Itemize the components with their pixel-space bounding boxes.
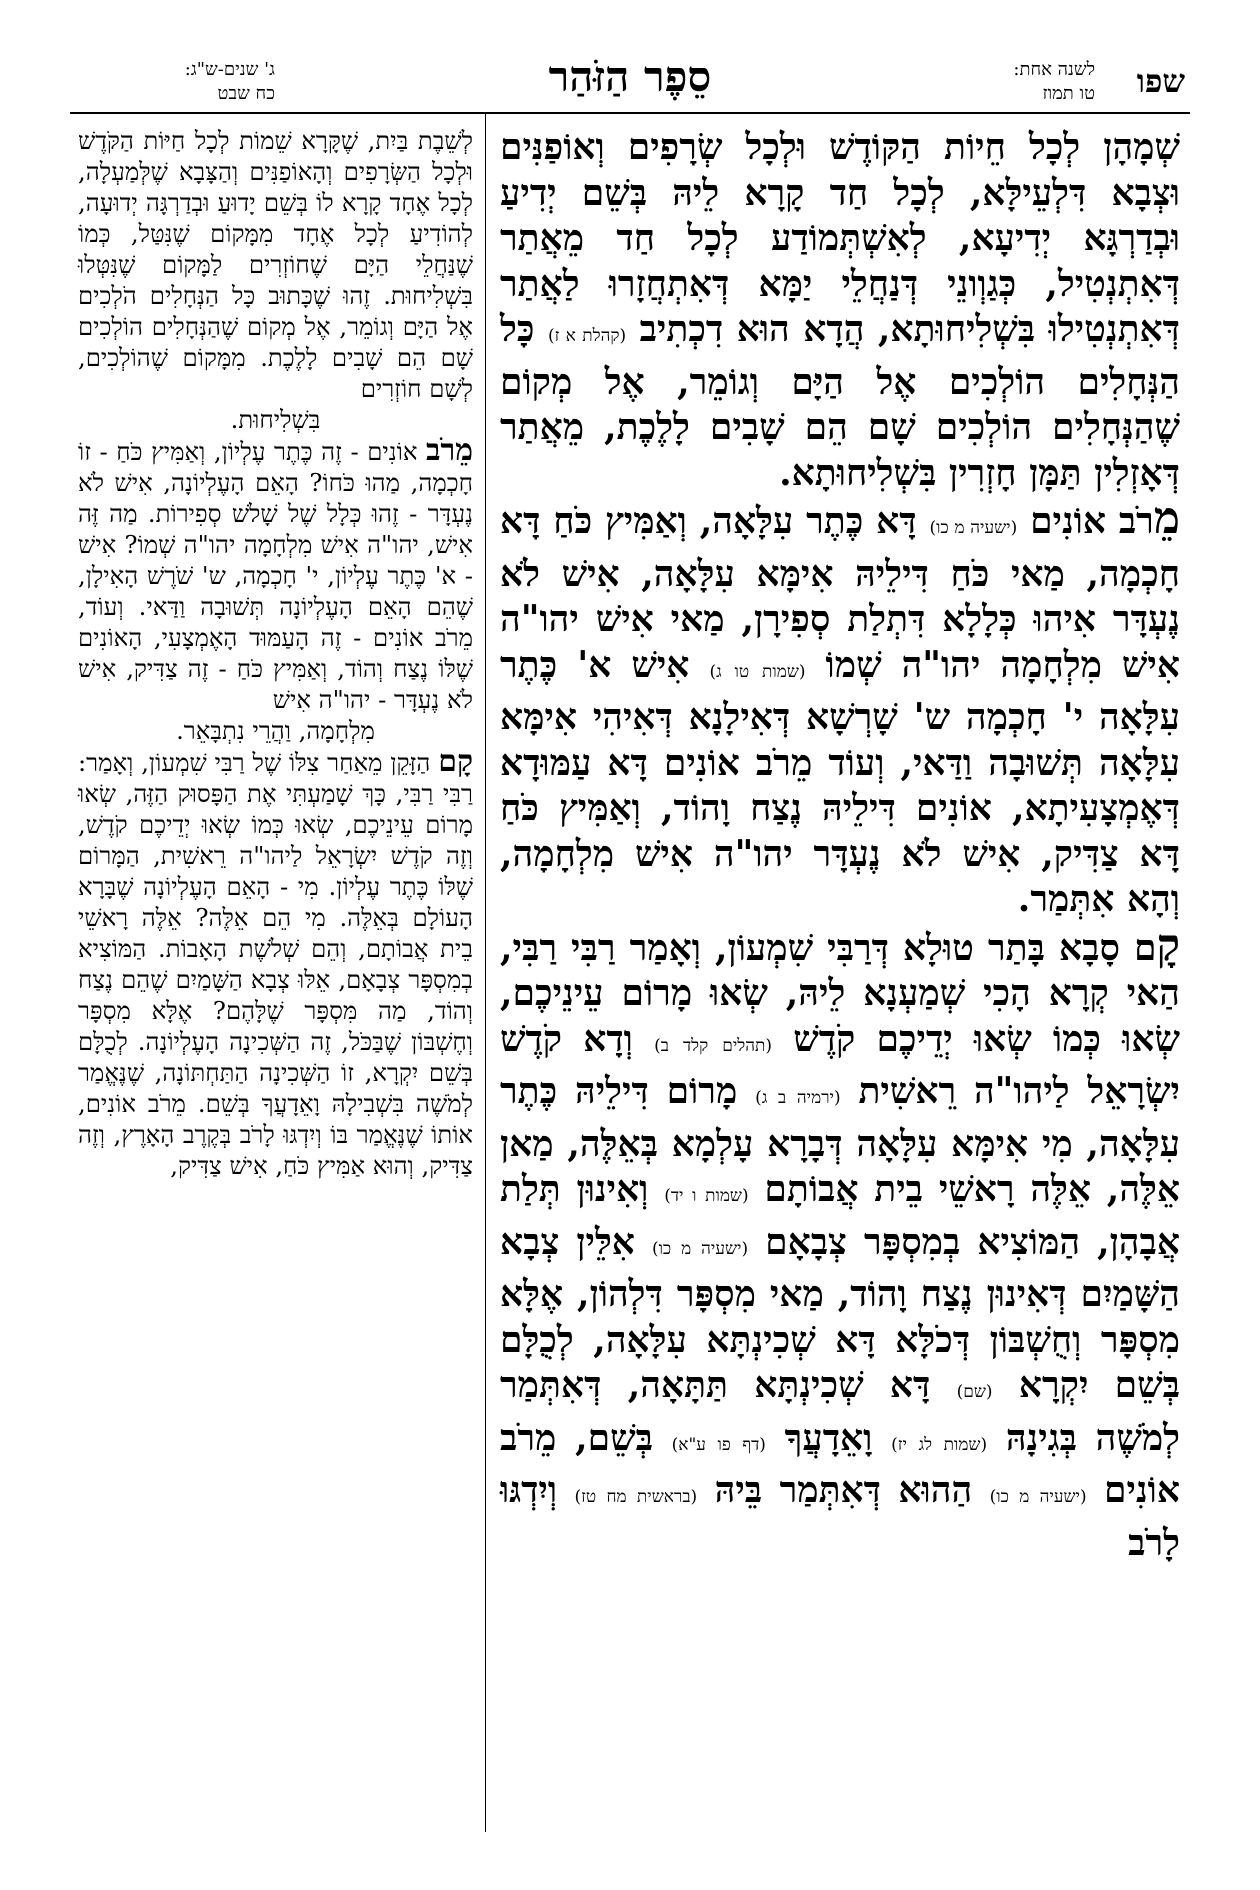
citation: (ישעיה מ כו) xyxy=(929,518,1018,538)
main-text: כָּל הַנְּחָלִים הוֹלְכִים אֶל הַיָּם וְגוֹמֵר, אֶל מְקוֹם שֶׁהַנְּחָלִים הוֹלְכִים שָׁם הֵם שָׁבִים לָלֶכֶת, מֵאֲתַר דְּאָזְלִין תַּמָּן חָזְרִין בִּשְׁלִיחוּתָא. xyxy=(500,308,1180,494)
main-text: אִישׁ א' כֶּתֶר עִלָּאָה י' חָכְמָה ש' שָׁרְשָׁא דְּאִילָנָא דְּאִיהִי אִימָּא עִלָּאָה תְּשׁוּבָה וַדַּאי, וְעוֹד מֵרֹב אוֹנִים דָּא עַמּוּדָא דְּאֶמְצָעִיתָא, אוֹנִים דִּילֵיהּ נֶצַח וָהוֹד, וְאַמִּיץ כֹּחַ דָּא צַדִּיק, אִישׁ לֹא נֶעְדָּר יהו"ה אִישׁ מִלְחָמָה, וְהָא אִתְּמַר. xyxy=(500,643,1180,920)
side-text: אוֹנִים - זֶה כֶּתֶר עֶלְיוֹן, וְאַמִּיץ כֹּחַ - זוֹ חָכְמָה, מַהוּ כֹּחוֹ? הָאֵם הָעֶלְיוֹנָה, אִישׁ לֹא נֶעְדָּר - זֶהוּ כְּלָל שֶׁל שָׁלֹשׁ סְפִירוֹת. מַה זֶּה אִישׁ, יהו"ה אִישׁ מִלְחָמָה יהו"ה שְׁמוֹ? אִישׁ - א' כֶּתֶר עֶלְיוֹן, י' חָכְמָה, ש' שֹׁרֶשׁ הָאִילָן, שֶׁהֵם הָאֵם הָעֶלְיוֹנָה תְּשׁוּבָה וַדַּאי. וְעוֹד, מֵרֹב אוֹנִים - זֶה הָעַמּוּד הָאֶמְצָעִי, הָאוֹנִים שֶׁלּוֹ נֶצַח וְהוֹד, וְאַמִּיץ כֹּחַ - זֶה צַדִּיק, אִישׁ לֹא נֶעְדָּר - יהו"ה אִישׁ xyxy=(78,437,473,714)
citation: (בראשית מח טז) xyxy=(574,1487,698,1507)
lead-word: קָם xyxy=(438,744,473,779)
main-text: דָּא שְׁכִינְתָּא תַּתָּאָה, דְּאִתְּמַר לְמֹשֶׁה בְּגִינָהּ xyxy=(500,1364,1180,1459)
side-text: לְשֵׁבֶת בַּיִת, שֶׁקָּרָא שֵׁמוֹת לְכָל חַיּוֹת הַקֹּדֶשׁ וּלְכָל הַשְּׂרָפִים וְהָאוֹפַנִּים וְהַצָּבָא שֶׁלְּמַעְלָה, לְכָל אֶחָד קָרָא לוֹ בְּשֵׁם יָדוּעַ וּבְדַרְגָּה יְדוּעָה, לְהוֹדִיעַ לְכָל אֶחָד מִמָּקוֹם שֶׁנִּטַּל, כְּמוֹ שֶׁנַּחֲלֵי הַיָּם שֶׁחוֹזְרִים לַמָּקוֹם שֶׁנִּטְּלוּ בִּשְׁלִיחוּת. זֶהוּ שֶׁכָּתוּב כָּל הַנְּחָלִים הֹלְכִים אֶל הַיָּם וְגוֹמֵר, אֶל מְקוֹם שֶׁהַנְּחָלִים הוֹלְכִים שָׁם הֵם שָׁבִים לָלֶכֶת. מִמָּקוֹם שֶׁהוֹלְכִים, לְשָׁם חוֹזְרִים xyxy=(78,126,473,403)
main-text: וָאֵדָעֲךָ xyxy=(784,1416,873,1459)
citation: (שם) xyxy=(956,1382,993,1402)
main-text: שְׁמָהָן לְכָל חֵיוֹת הַקּוֹדֶשׁ וּלְכָל שְׂרָפִים וְאוֹפַנִּים וּצְבָא דִּלְעֵילָּא, לְכָל חַד קָרָא לֵיהּ בְּשֵׁם יְדִיעַ וּבְדַרְגָּא יְדִיעָא, לְאִשְׁתְּמוֹדַע לְכָל חַד מֵאֲתַר דְּאִתְנְטִיל, כְּגַוְונֵי דְּנַחֲלֵי יַמָּא דְּאִתְחֲזָרוּ לַאֲתַר דְּאִתְנְטִילוּ בִּשְׁלִיחוּתָא, הֲדָא הוּא דִכְתִיב xyxy=(500,126,1180,350)
side-paragraph-1 xyxy=(78,125,473,404)
main-text: דָּא כֶּתֶר עִלָּאָה, וְאַמִּיץ כֹּחַ דָּא חָכְמָה, מַאי כֹּחַ דִּילֵיהּ אִימָּא עִלָּאָה, אִישׁ לֹא נֶעְדָּר אִיהוּ כְּלָלָא דִּתְלַת סְפִירָן, מַאי אִישׁ יהו"ה אִישׁ מִלְחָמָה יהו"ה שְׁמוֹ xyxy=(500,500,1180,686)
main-paragraph-2 xyxy=(500,493,1180,923)
lead-word: מֵרֹב xyxy=(426,433,473,468)
header-right-info xyxy=(1013,58,1095,118)
citation: (דף פו ע"א) xyxy=(671,1434,766,1455)
main-text: וְיִדְגּוּ לָרֹב xyxy=(500,1469,1180,1564)
main-text: בְּשֵׁם, מֵרֹב אוֹנִים xyxy=(500,1416,1180,1511)
header-left-info xyxy=(75,58,275,118)
main-text: וְדָא קֹדֶשׁ יִשְׂרָאֵל לַיהו"ה רֵאשִׁית xyxy=(500,1017,1180,1112)
citation: (תהלים קלד ב) xyxy=(654,1035,773,1056)
main-aramaic-column xyxy=(500,125,1180,1566)
main-text: רֹב אוֹנִים xyxy=(1030,500,1154,542)
page-number: שפו xyxy=(1136,62,1185,100)
citation: (קהלת א ז) xyxy=(547,326,627,346)
citation: (ירמיה ב ג) xyxy=(755,1088,841,1108)
main-paragraph-3 xyxy=(500,919,1180,1567)
header-right-line1: לשנה אחת: xyxy=(1013,59,1095,80)
drop-letter: קָ xyxy=(1156,919,1180,971)
header-left-line2: כח שבט xyxy=(217,83,275,104)
drop-letter: מֵ xyxy=(1153,493,1180,544)
side-paragraph-1-end: בִּשְׁלִיחוּת. xyxy=(230,405,321,434)
citation: (שמות לג יז) xyxy=(891,1434,988,1455)
main-text: הַהוּא דְּאִתְּמַר בֵּיהּ xyxy=(714,1469,973,1511)
header-left-line1: ג' שנים-ש"ג: xyxy=(184,59,275,80)
main-text: וְאִינוּן תְּלַת אֲבָהָן, הַמּוֹצִיא בְמִסְפָּר צְבָאָם xyxy=(500,1168,1180,1263)
column-divider xyxy=(485,112,486,1832)
side-paragraph-2 xyxy=(78,435,473,715)
citation: (שמות ו יד) xyxy=(664,1186,749,1206)
book-title: סֵפֶר הַזֹּהַר xyxy=(548,52,712,101)
header-right-line2: טו תמוז xyxy=(1042,83,1095,104)
main-text: אִלֵּין צְבָא הַשָּׁמַיִם דְּאִינוּן נֶצַח וָהוֹד, מַאי מִסְפָּר דִּלְהוֹן, אֶלָּא מִסְפָּר וְחֻשְׁבּוֹן דְּכֹלָּא דָּא שְׁכִינְתָּא עִלָּאָה, לְכֻלָּם בְּשֵׁם יִקְרָא xyxy=(500,1220,1180,1406)
header-rule xyxy=(70,112,1190,114)
side-paragraph-2-end: מִלְחָמָה, וַהֲרֵי נִתְבָּאֵר. xyxy=(176,716,375,745)
main-text: מָרוֹם דִּילֵיהּ כֶּתֶר עִלָּאָה, מִי אִימָּא עִלָּאָה דְּבָרָא עָלְמָא בְּאֵלֶּה, מַאן אֵלֶּה, אֵלֶּה רָאשֵׁי בֵית אֲבוֹתָם xyxy=(500,1070,1180,1210)
hebrew-translation-column xyxy=(78,125,473,1181)
side-paragraph-3 xyxy=(78,746,473,1181)
citation: (ישעיה מ כו) xyxy=(651,1238,749,1259)
citation: (שמות טו ג) xyxy=(709,661,806,682)
main-paragraph-1 xyxy=(500,125,1180,496)
side-text: הַזָּקֵן מֵאַחַר צִלּוֹ שֶׁל רַבִּי שִׁמְעוֹן, וְאָמַר: רַבִּי רַבִּי, כָּךְ שָׁמַעְתִּי אֶת הַפָּסוּק הַזֶּה, שְׂאוּ מָרוֹם עֵינֵיכֶם, שְׂאוּ כְּמוֹ שְׂאוּ יְדֵיכֶם קֹדֶשׁ, וְזֶה קֹדֶשׁ יִשְׂרָאֵל לַיהו"ה רֵאשִׁית, הַמָּרוֹם שֶׁלּוֹ כֶּתֶר עֶלְיוֹן. מִי - הָאֵם הָעֶלְיוֹנָה שֶׁבָּרָא הָעוֹלָם בְּאֵלֶּה. מִי הֵם אֵלֶּה? אֵלֶּה רָאשֵׁי בֵית אֲבוֹתָם, וְהֵם שְׁלֹשֶׁת הָאָבוֹת. הַמּוֹצִיא בְמִסְפָּר צְבָאָם, אֵלּוּ צְבָא הַשָּׁמַיִם שֶׁהֵם נֶצַח וְהוֹד, מַה מִּסְפָּר שֶׁלָּהֶם? אֶלָּא מִסְפָּר וְחֶשְׁבּוֹן שֶׁבַּכֹּל, זֶה הַשְּׁכִינָה הָעֶלְיוֹנָה. לְכֻלָּם בְּשֵׁם יִקְרָא, זוֹ הַשְּׁכִינָה הַתַּחְתּוֹנָה, שֶׁנֶּאֱמַר לְמֹשֶׁה בִּשְׁבִילָהּ וָאֵדָעֲךָ בְּשֵׁם. מֵרֹב אוֹנִים, אוֹתוֹ שֶׁנֶּאֱמַר בּוֹ וְיִדְגּוּ לָרֹב בְּקֶרֶב הָאָרֶץ, וְזֶה צַדִּיק, וְהוּא אַמִּיץ כֹּחַ, אִישׁ צַדִּיק, xyxy=(78,748,473,1180)
citation: (ישעיה מ כו) xyxy=(989,1487,1087,1507)
main-text: ם סָבָא בָּתַר טוּלָא דְּרַבִּי שִׁמְעוֹן, וְאָמַר רַבִּי רַבִּי, הַאי קְרָא הָכִי שְׁמַעְנָא לֵיהּ, שְׂאוּ מָרוֹם עֵינֵיכֶם, שְׂאוּ כְּמוֹ שְׂאוּ יְדֵיכֶם קֹדֶשׁ xyxy=(500,926,1180,1060)
